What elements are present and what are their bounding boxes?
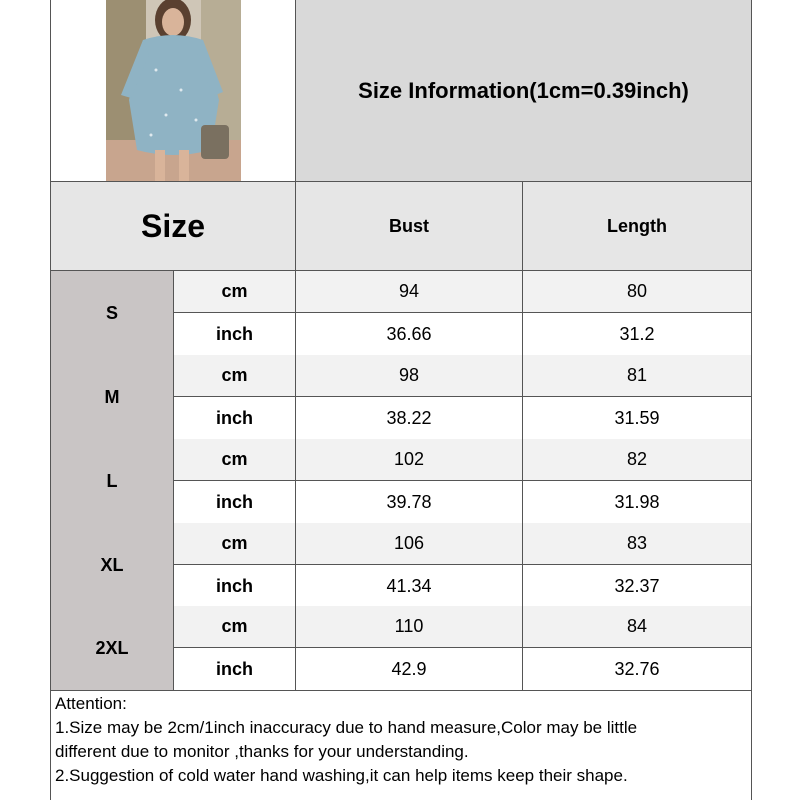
attention-line: 2.Suggestion of cold water hand washing,it can help items keep their shape. <box>55 766 628 785</box>
length-value: 31.98 <box>614 491 660 512</box>
table-header-row <box>51 182 751 271</box>
length-value: 32.37 <box>614 575 660 596</box>
bust-value: 94 <box>296 271 523 312</box>
table-row-cm <box>174 439 751 481</box>
unit-label: cm <box>174 523 296 564</box>
bust-value: 102 <box>296 439 523 480</box>
table-row-cm <box>174 271 751 313</box>
bust-value: 42.9 <box>296 648 523 690</box>
bust-value: 38.22 <box>296 397 523 439</box>
size-row-s <box>51 271 751 356</box>
length-value: 31.59 <box>614 407 660 428</box>
table-row-cm <box>174 355 751 397</box>
table-row-inch <box>174 313 751 355</box>
unit-label: cm <box>174 606 296 647</box>
table-row-inch <box>174 397 751 439</box>
size-row-2xl <box>51 606 751 691</box>
table-row-cm <box>174 606 751 648</box>
attention-line: 1.Size may be 2cm/1inch inaccuracy due to hand measure,Color may be little <box>55 718 638 737</box>
bust-value: 36.66 <box>296 313 523 355</box>
attention-notes <box>51 690 751 800</box>
length-column-header: Length <box>523 182 751 270</box>
unit-label: inch <box>174 648 296 690</box>
size-row-l <box>51 439 751 524</box>
bust-value: 110 <box>296 606 523 647</box>
product-photo <box>51 0 296 182</box>
unit-label: inch <box>174 565 296 607</box>
size-column-header: Size <box>51 182 296 270</box>
unit-label: cm <box>174 355 296 396</box>
unit-label: cm <box>174 271 296 312</box>
table-row-inch <box>174 481 751 523</box>
length-value: 83 <box>523 523 751 564</box>
length-value: 32.76 <box>614 658 660 679</box>
size-row-m <box>51 355 751 440</box>
unit-label: inch <box>174 397 296 439</box>
table-row-inch <box>174 648 751 690</box>
bust-column-header: Bust <box>296 182 523 270</box>
length-value: 31.2 <box>619 323 655 344</box>
bust-value: 41.34 <box>296 565 523 607</box>
size-label: S <box>51 271 174 355</box>
bust-value: 106 <box>296 523 523 564</box>
bust-value: 98 <box>296 355 523 396</box>
model-in-dress-image <box>51 0 295 181</box>
size-row-xl <box>51 523 751 608</box>
size-label: XL <box>51 523 174 607</box>
size-chart <box>50 0 752 800</box>
length-value: 80 <box>523 271 751 312</box>
size-label: M <box>51 355 174 439</box>
table-row-cm <box>174 523 751 565</box>
size-label: L <box>51 439 174 523</box>
length-value: 81 <box>523 355 751 396</box>
bust-value: 39.78 <box>296 481 523 523</box>
attention-heading: Attention: <box>55 694 127 713</box>
length-value: 84 <box>523 606 751 647</box>
unit-label: inch <box>174 481 296 523</box>
table-row-inch <box>174 565 751 607</box>
size-label: 2XL <box>51 606 174 690</box>
size-information-title: Size Information(1cm=0.39inch) <box>296 0 751 182</box>
unit-label: cm <box>174 439 296 480</box>
attention-line: different due to monitor ,thanks for your understanding. <box>55 742 469 761</box>
length-value: 82 <box>523 439 751 480</box>
unit-label: inch <box>174 313 296 355</box>
